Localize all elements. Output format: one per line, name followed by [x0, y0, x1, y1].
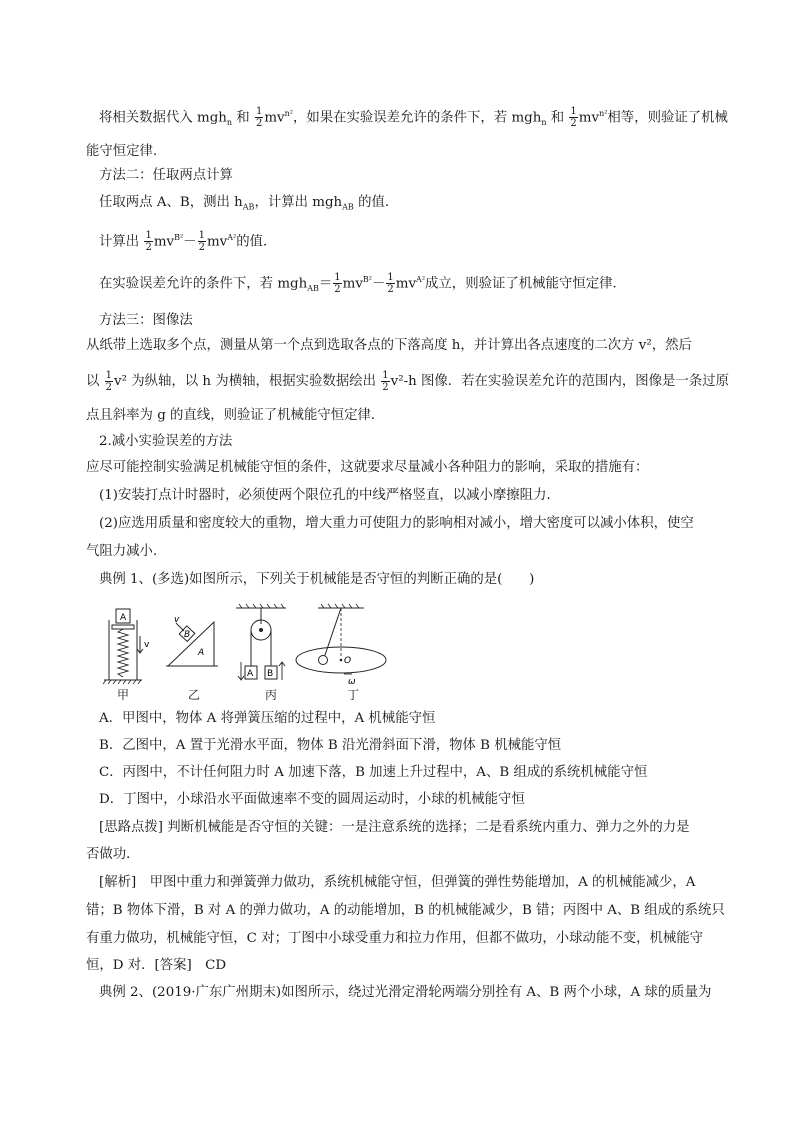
label-v: v [174, 615, 180, 625]
figure-yi [166, 615, 218, 666]
section2-p3b: 气阻力减小． [86, 544, 167, 559]
fraction-half: $\frac{1}{2}$ [382, 370, 389, 393]
example1-analysis-line2: 错；B 物体下滑，B 对 A 的弹力做功，A 的动能增加，B 的机械能减少，B 错；丙图中 A、B 组成的系统只 [86, 903, 725, 918]
fraction-half: $\frac{1}{2}$ [334, 272, 341, 296]
method3-heading: 方法三：图像法 [99, 313, 193, 328]
example1-option-a: A．甲图中，物体 A 将弹簧压缩的过程中，A 机械能守恒 [99, 711, 436, 726]
label-A: A [247, 669, 254, 679]
method3-line1: 从纸带上选取多个点，测量从第一个点到选取各点的下落高度 h，并计算出各点速度的二次方 v²，然后 [86, 338, 692, 353]
label-omega: ω [348, 677, 356, 687]
fraction-half: $\frac{1}{2}$ [198, 230, 205, 254]
example1-hint-line1: [思路点拨] 判断机械能是否守恒的关键：一是注意系统的选择；二是看系统内重力、弹力之外的力是 [99, 820, 690, 835]
method2-line2: 计算出 $\frac{1}{2}$ $mv^{B^2}-$ $\frac{1}{2}$ $mv^{A^2}$的值． [99, 230, 277, 254]
method1-line2: 能守恒定律． [86, 144, 167, 159]
figures-svg [96, 600, 396, 700]
example1-figures [96, 600, 396, 700]
example1-option-d: D．丁图中，小球沿水平面做速率不变的圆周运动时，小球的机械能守恒 [99, 792, 525, 807]
label-A: A [120, 613, 127, 623]
method3-line3: 点且斜率为 g 的直线，则验证了机械能守恒定律． [86, 408, 385, 423]
figure-jia [103, 609, 150, 684]
method2-line1: 任取两点 A、B，测出 $h_{AB}$，计算出 mgh$_{AB}$ 的值． [99, 195, 399, 212]
method3-line2: 以 $\frac{1}{2}$ v² 为纵轴，以 h 为横轴，根据实验数据绘出 $\frac{1}{2}$ v²-h 图像．若在实验误差允许的范围内，图像是一条过原 [86, 370, 729, 393]
fraction-half: $\frac{1}{2}$ [570, 106, 577, 130]
section2-p1: 应尽可能控制实验满足机械能守恒的条件，这就要求尽量减小各种阻力的影响，采取的措施有： [86, 460, 649, 475]
section2-p2: (1)安装打点计时器时，必须使两个限位孔的中线严格竖直，以减小摩擦阻力． [99, 488, 560, 503]
example1-analysis-line4: 恒，D 对．[答案] CD [86, 958, 227, 973]
fraction-half: $\frac{1}{2}$ [255, 106, 263, 130]
section2-heading: 2.减小实验误差的方法 [99, 434, 233, 449]
example2-stem: 典例 2、(2019·广东广州期末)如图所示，绕过光滑定滑轮两端分别拴有 A、B 两个小球，A 球的质量为 [99, 985, 712, 1000]
label-B: B [184, 630, 191, 640]
caption-jia: 甲 [117, 688, 130, 702]
example1-hint-line2: 否做功． [86, 847, 140, 862]
label-v: v [144, 640, 150, 650]
example1-stem: 典例 1、(多选)如图所示，下列关于机械能是否守恒的判断正确的是( ) [99, 572, 535, 587]
fraction-half: $\frac{1}{2}$ [105, 370, 113, 393]
method1-line1: 将相关数据代入 mgh$_n$ 和 $\frac{1}{2}$ $mv^{n^2}$，如果在实验误差允许的条件下，若 mgh$_n$ 和 $\frac{1}{2}$ $mv^{n^2}$相等，则验证了机械 [99, 106, 728, 130]
example1-option-b: B．乙图中，A 置于光滑水平面，物体 B 沿光滑斜面下滑，物体 B 机械能守恒 [99, 738, 562, 753]
section2-p3a: (2)应选用质量和密度较大的重物，增大重力可使阻力的影响相对减小，增大密度可以减小体积，使空 [99, 516, 694, 531]
label-O: O [344, 656, 352, 666]
fraction-half: $\frac{1}{2}$ [145, 230, 152, 254]
fraction-half: $\frac{1}{2}$ [387, 272, 394, 296]
example1-option-c: C．丙图中，不计任何阻力时 A 加速下落，B 加速上升过程中，A、B 组成的系统机械能守恒 [99, 765, 648, 780]
caption-bing: 丙 [265, 688, 278, 702]
figure-bing [236, 604, 286, 680]
label-A: A [198, 648, 205, 658]
method2-heading: 方法二：任取两点计算 [99, 168, 233, 183]
method2-line3: 在实验误差允许的条件下，若 mgh$_{AB}$＝ $\frac{1}{2}$ $mv^{B^2}-$ $\frac{1}{2}$ $mv^{A^2}$成立，则验证了机械能守恒定律． [99, 272, 626, 296]
example1-analysis-line1: [解析] 甲图中重力和弹簧弹力做功，系统机械能守恒，但弹簧的弹性势能增加，A 的机械能减少，A [99, 875, 696, 890]
caption-ding: 丁 [347, 688, 360, 702]
example1-analysis-line3: 有重力做功，机械能守恒，C 对；丁图中小球受重力和拉力作用，但都不做功，小球动能不变，机械能守 [86, 931, 704, 946]
figure-ding [296, 604, 386, 687]
caption-yi: 乙 [188, 688, 201, 702]
label-B: B [267, 669, 274, 679]
